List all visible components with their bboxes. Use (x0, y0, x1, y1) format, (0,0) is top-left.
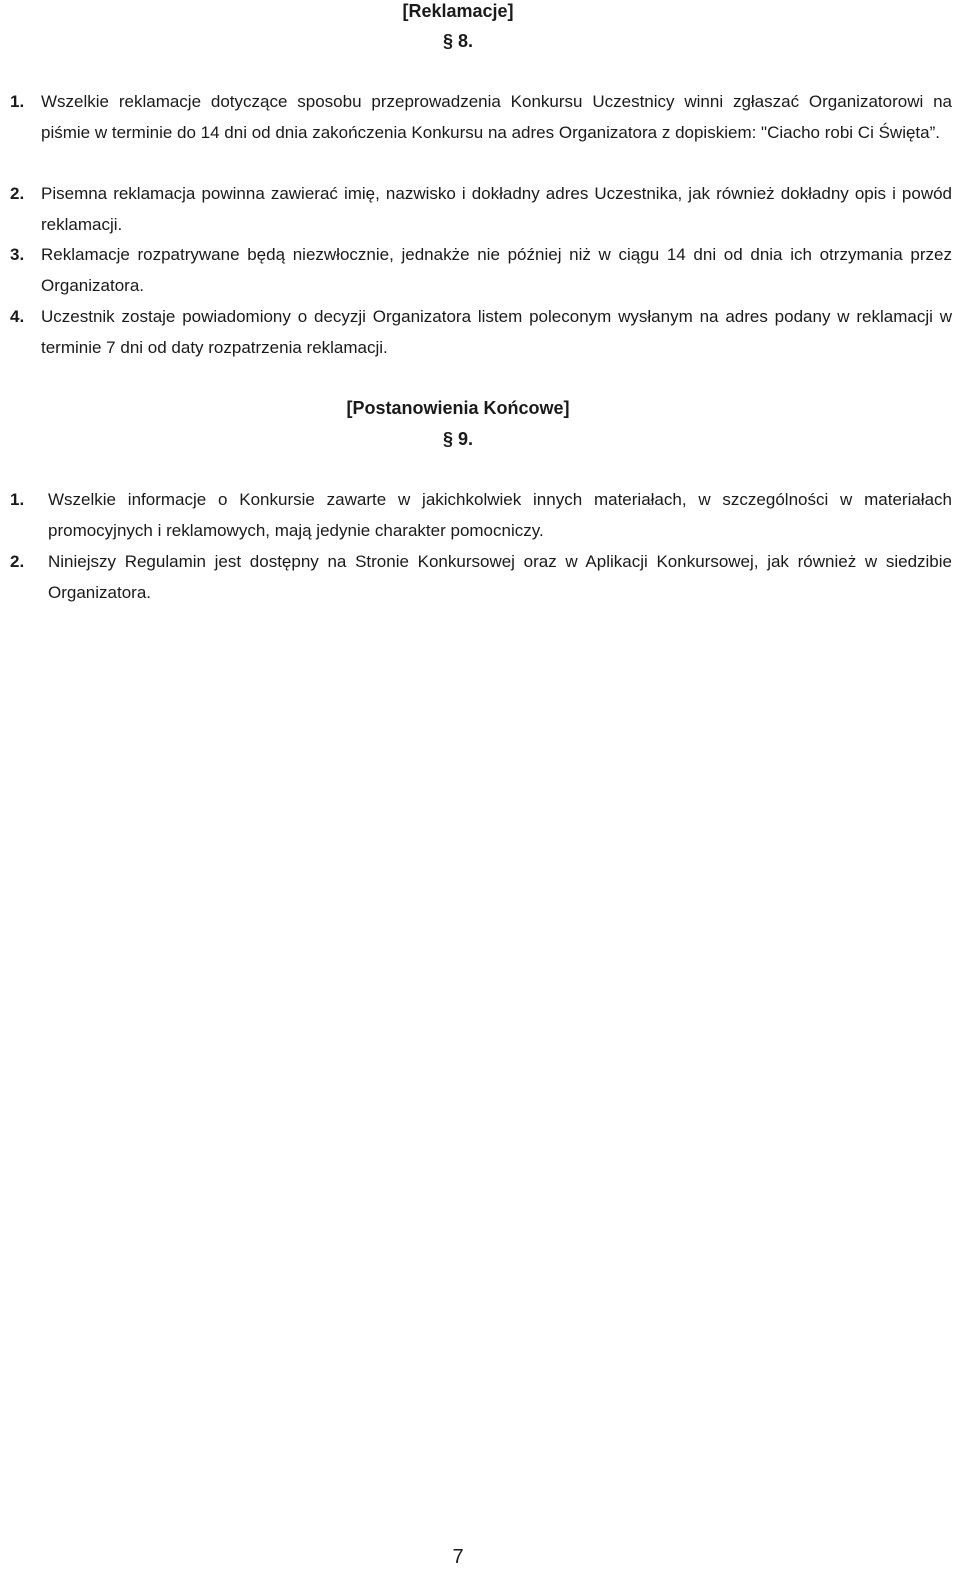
section-9-title: [Postanowienia Końcowe] (346, 398, 570, 418)
section-8-title: [Reklamacje] (402, 1, 514, 21)
list-item-number: 2. (10, 552, 25, 571)
page-number: 7 (452, 1546, 464, 1568)
list-item-number: 1. (10, 92, 25, 111)
list-item-text: Niniejszy Regulamin jest dostępny na Stronie Konkursowej oraz w Aplikacji Konkursowej, jak również w siedzibie Organizatora. (48, 552, 952, 602)
section-9-paragraph-mark: § 9. (442, 429, 474, 449)
list-item-number: 1. (10, 490, 25, 509)
list-item-number: 4. (10, 307, 25, 326)
list-item-number: 3. (10, 245, 25, 264)
list-item (10, 178, 952, 240)
list-item (10, 86, 952, 148)
list-item-text: Pisemna reklamacja powinna zawierać imię, nazwisko i dokładny adres Uczestnika, jak również dokładny opis i powód reklamacji. (41, 184, 952, 234)
list-item (10, 239, 952, 301)
list-item-text: Uczestnik zostaje powiadomiony o decyzji Organizatora listem poleconym wysłanym na adres podany w reklamacji w terminie 7 dni od daty rozpatrzenia reklamacji. (41, 307, 952, 357)
list-item (10, 301, 952, 363)
section-8-paragraph-mark: § 8. (442, 31, 474, 51)
list-item-number: 2. (10, 184, 25, 203)
list-item (10, 546, 952, 608)
list-item-text: Reklamacje rozpatrywane będą niezwłocznie, jednakże nie później niż w ciągu 14 dni od dnia ich otrzymania przez Organizatora. (41, 245, 952, 295)
list-item (10, 484, 952, 546)
list-item-text: Wszelkie reklamacje dotyczące sposobu przeprowadzenia Konkursu Uczestnicy winni zgłaszać Organizatorowi na piśmie w terminie do 14 dni od dnia zakończenia Konkursu na adres Organizatora z dopiskiem: "Ciacho robi Ci Święta”. (41, 92, 952, 142)
list-item-text: Wszelkie informacje o Konkursie zawarte w jakichkolwiek innych materiałach, w szczególności w materiałach promocyjnych i reklamowych, mają jedynie charakter pomocniczy. (48, 490, 952, 540)
